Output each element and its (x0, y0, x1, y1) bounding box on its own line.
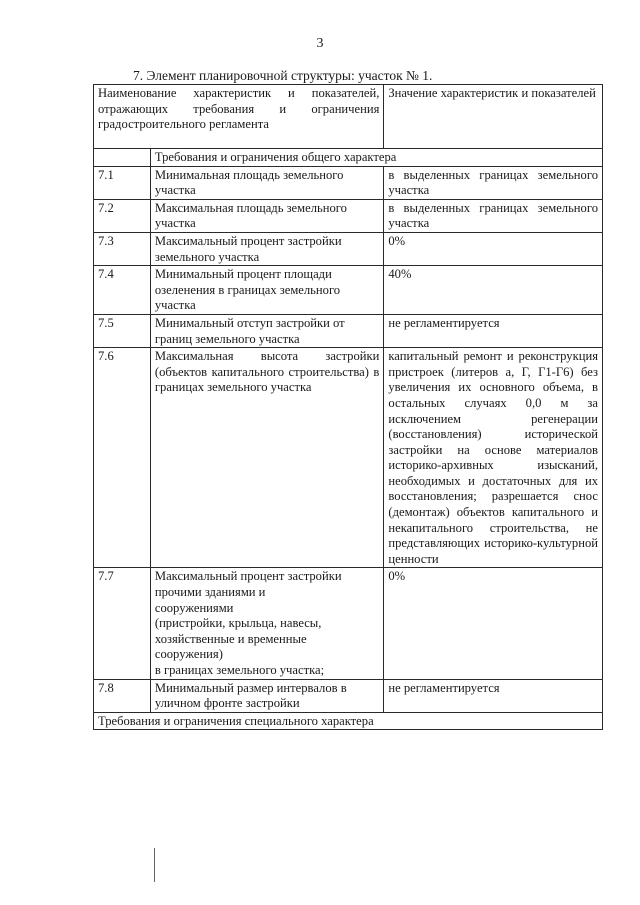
row-value: не регламентируется (384, 679, 603, 712)
section-title-general: Требования и ограничения общего характера (150, 149, 602, 167)
row-value: капитальный ремонт и реконструкция пристроек (литеров а, Г, Г1-Г6) без увеличения их основного объема, в остальных случаях 0,0 м за исключением регенерации (восстановления) исторической застройки на основе материалов историко-архивных изысканий, необходимых и достаточных для их восстановления; разрешается снос (демонтаж) объектов капитального и некапитального строительства, не представляющих историко-культурной ценности (384, 348, 603, 568)
table-row (94, 166, 603, 199)
table-row (94, 348, 603, 568)
empty-cell (94, 149, 151, 167)
row-name-line: Максимальный процент застройки (154, 569, 342, 584)
row-name-line: хозяйственные и временные (154, 631, 307, 646)
section-heading: 7. Элемент планировочной структуры: участок № 1. (133, 68, 433, 83)
row-number: 7.5 (94, 314, 151, 347)
row-name: Максимальная площадь земельного участка (150, 199, 384, 232)
row-name-line: (пристройки, крыльца, навесы, (154, 616, 322, 631)
header-name-cell: Наименование характеристик и показателей, отражающих требования и ограничения градостроительного регламента (94, 85, 384, 149)
header-value-cell: Значение характеристик и показателей (384, 85, 603, 149)
table-header-row (94, 85, 603, 149)
row-value: не регламентируется (384, 314, 603, 347)
row-name (150, 568, 384, 679)
regulations-table (93, 84, 603, 730)
row-name: Минимальная площадь земельного участка (150, 166, 384, 199)
row-name: Максимальный процент застройки земельного участка (150, 232, 384, 265)
row-number: 7.7 (94, 568, 151, 679)
row-number: 7.6 (94, 348, 151, 568)
row-number: 7.8 (94, 679, 151, 712)
page-number: 3 (316, 36, 324, 51)
table-row (94, 232, 603, 265)
section-row-general (94, 149, 603, 167)
table-row (94, 679, 603, 712)
row-name-line: прочими зданиями и (154, 585, 266, 600)
table-row (94, 568, 603, 679)
section-row-special (94, 712, 603, 730)
row-number: 7.4 (94, 266, 151, 315)
table-row (94, 314, 603, 347)
row-number: 7.3 (94, 232, 151, 265)
row-value: в выделенных границах земельного участка (384, 166, 603, 199)
row-name: Минимальный процент площади озеленения в границах земельного участка (150, 266, 384, 315)
section-title-special: Требования и ограничения специального характера (94, 712, 603, 730)
row-value: 0% (384, 232, 603, 265)
table-row (94, 199, 603, 232)
row-name-line: сооружения) (154, 647, 223, 662)
row-value: 0% (384, 568, 603, 679)
margin-rule (154, 848, 155, 882)
table-row (94, 266, 603, 315)
row-name: Минимальный размер интервалов в уличном фронте застройки (150, 679, 384, 712)
row-number: 7.2 (94, 199, 151, 232)
row-number: 7.1 (94, 166, 151, 199)
row-value: в выделенных границах земельного участка (384, 199, 603, 232)
row-name: Максимальная высота застройки (объектов капитального строительства) в границах земельного участка (150, 348, 384, 568)
row-name-line: сооружениями (154, 600, 234, 615)
row-name: Минимальный отступ застройки от границ земельного участка (150, 314, 384, 347)
row-name-line: в границах земельного участка; (154, 663, 325, 677)
row-value: 40% (384, 266, 603, 315)
